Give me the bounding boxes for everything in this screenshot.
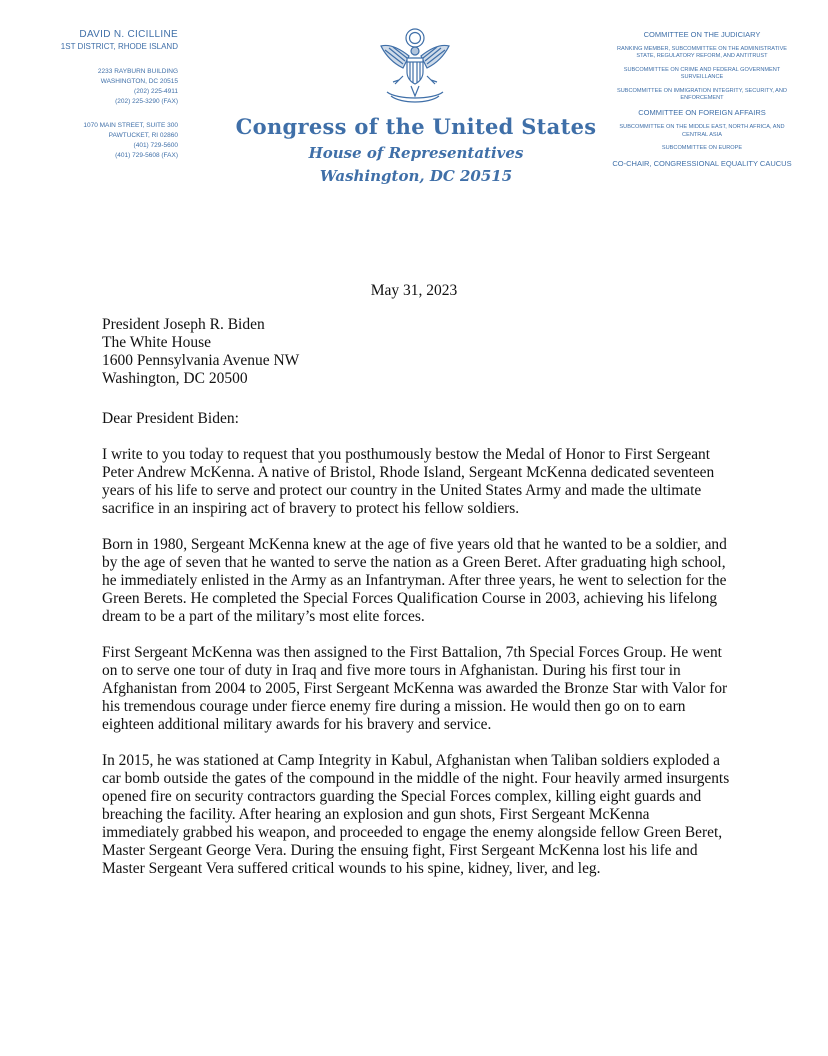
- subcommittee-item: SUBCOMMITTEE ON THE MIDDLE EAST, NORTH AFRICA, AND CENTRAL ASIA: [619, 124, 785, 138]
- address-line: The White House: [102, 334, 212, 351]
- letter-date: May 31, 2023: [370, 282, 458, 299]
- letter-body: [102, 446, 730, 896]
- dc-office-line: 2233 RAYBURN BUILDING: [97, 68, 178, 75]
- salutation: Dear President Biden:: [102, 410, 239, 427]
- committee-list: [612, 30, 792, 175]
- ri-office-line: 1070 MAIN STREET, SUITE 300: [83, 122, 178, 129]
- subcommittee-item: SUBCOMMITTEE ON EUROPE: [661, 145, 743, 152]
- member-name: DAVID N. CICILLINE: [79, 29, 178, 40]
- dc-office-line: WASHINGTON, DC 20515: [100, 78, 178, 85]
- dc-office-address: [42, 67, 178, 107]
- committee-judiciary: COMMITTEE ON THE JUDICIARY: [643, 30, 761, 39]
- body-paragraph: In 2015, he was stationed at Camp Integrity in Kabul, Afghanistan when Taliban soldiers exploded a car bomb outside the gates of the compound in the middle of the night. Four heavily armed insurgents opened fire on security contractors guarding the Special Forces complex, killing eight guards and breaching the facility. After hearing an explosion and gun shots, First Sergeant McKenna immediately grabbed his weapon, and proceeded to engage the enemy alongside fellow Green Beret, Master Sergeant George Vera. During the ensuing fight, First Sergeant McKenna lost his life and Master Sergeant Vera suffered critical wounds to his spine, kidney, liver, and leg.: [102, 752, 730, 877]
- masthead-congress: Congress of the United States: [235, 114, 597, 139]
- member-district: 1ST DISTRICT, RHODE ISLAND: [60, 42, 178, 51]
- dc-office-phone: (202) 225-4911: [134, 88, 178, 95]
- address-line: 1600 Pennsylvania Avenue NW: [102, 352, 300, 369]
- subcommittee-item: RANKING MEMBER, SUBCOMMITTEE ON THE ADMINISTRATIVE STATE, REGULATORY REFORM, AND ANTITRUST: [616, 46, 788, 60]
- member-info-block: [42, 28, 178, 175]
- caucus-role: CO-CHAIR, CONGRESSIONAL EQUALITY CAUCUS: [612, 158, 792, 168]
- ri-office-address: [42, 121, 178, 161]
- masthead-city: Washington, DC 20515: [319, 167, 513, 185]
- recipient-address: [102, 316, 299, 388]
- committee-foreign-affairs: COMMITTEE ON FOREIGN AFFAIRS: [638, 108, 766, 118]
- ri-office-phone: (401) 729-5600: [133, 142, 178, 149]
- ri-office-line: PAWTUCKET, RI 02860: [108, 132, 178, 139]
- body-paragraph: Born in 1980, Sergeant McKenna knew at the age of five years old that he wanted to be a soldier, and by the age of seven that he wanted to serve the nation as a Green Beret. After graduating high school, he immediately enlisted in the Army as an Infantryman. After three years, he went to selection for the Green Berets. He completed the Special Forces Qualification Course in 2003, achieving his lifelong dream to be a part of the military’s most elite forces.: [102, 536, 727, 625]
- subcommittee-item: SUBCOMMITTEE ON IMMIGRATION INTEGRITY, SECURITY, AND ENFORCEMENT: [616, 87, 787, 102]
- subcommittee-item: SUBCOMMITTEE ON CRIME AND FEDERAL GOVERNMENT SURVEILLANCE: [623, 66, 781, 81]
- great-seal-eagle-icon: [373, 24, 457, 108]
- address-line: Washington, DC 20500: [102, 370, 248, 387]
- body-paragraph: First Sergeant McKenna was then assigned to the First Battalion, 7th Special Forces Group. He went on to serve one tour of duty in Iraq and five more tours in Afghanistan. During his first tour in Afghanistan from 2004 to 2005, First Sergeant McKenna was awarded the Bronze Star with Valor for his tremendous courage under fierce enemy fire during a mission. He would then go on to earn eighteen additional military awards for his bravery and service.: [102, 644, 728, 733]
- address-line: President Joseph R. Biden: [102, 316, 265, 333]
- dc-office-fax: (202) 225-3290 (FAX): [115, 98, 178, 105]
- body-paragraph: I write to you today to request that you posthumously bestow the Medal of Honor to First Sergeant Peter Andrew McKenna. A native of Bristol, Rhode Island, Sergeant McKenna dedicated seventeen years of his life to serve and protect our country in the United States Army and made the ultimate sacrifice in an inspiring act of bravery to protect his fellow soldiers.: [102, 446, 715, 517]
- masthead-house: House of Representatives: [308, 144, 524, 162]
- ri-office-fax: (401) 729-5608 (FAX): [115, 152, 178, 159]
- letterhead-masthead: [220, 112, 612, 188]
